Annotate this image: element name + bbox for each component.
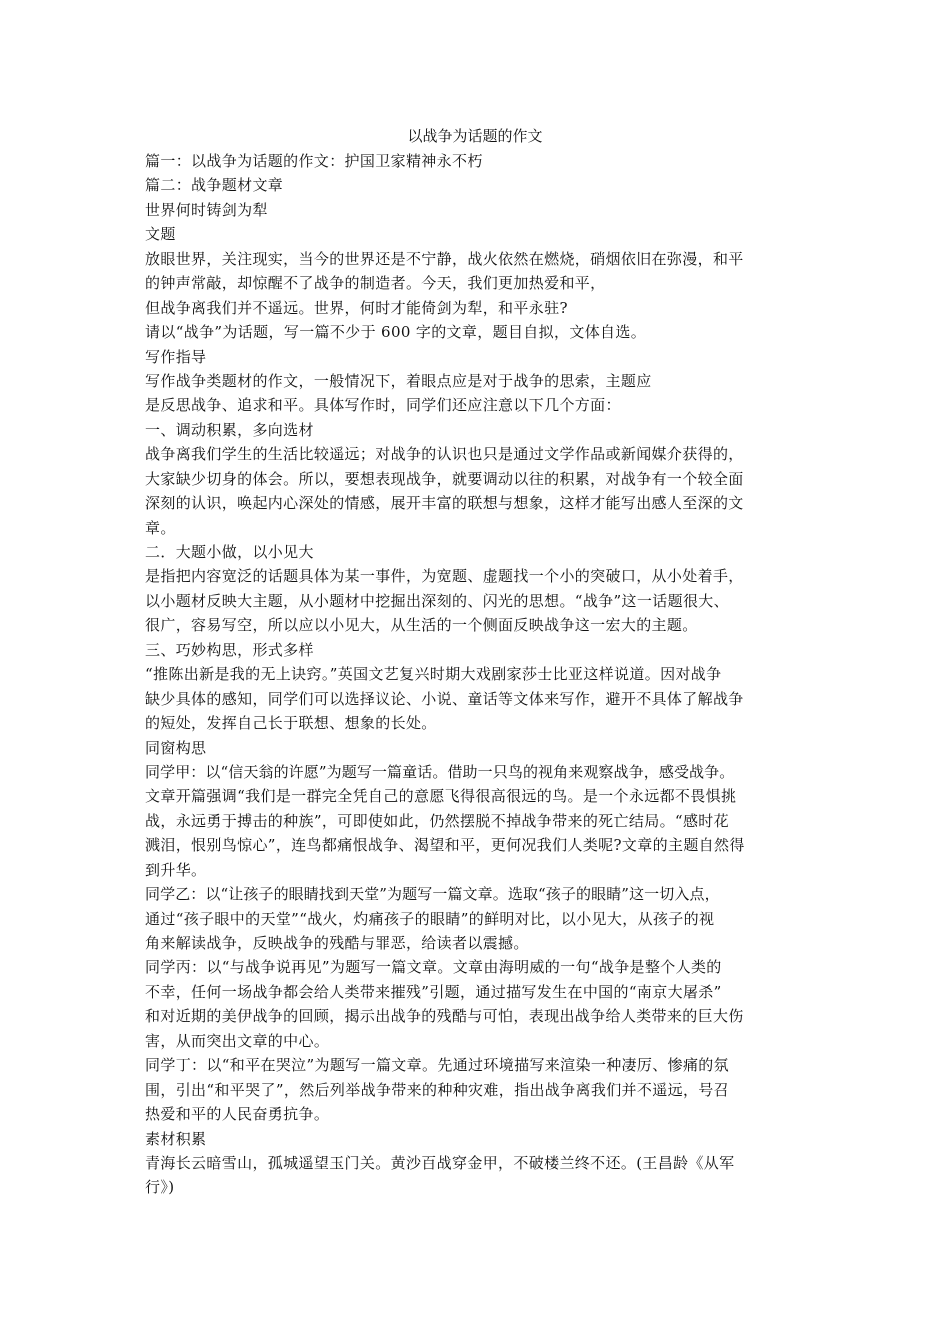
text-line: 青海长云暗雪山，孤城遥望玉门关。黄沙百战穿金甲，不破楼兰终不还。(王昌龄《从军 — [145, 1153, 735, 1172]
text-line: 和对近期的美伊战争的回顾，揭示出战争的残酷与可怕，表现出战争给人类带来的巨大伤 — [145, 1007, 744, 1026]
text-line: 二．大题小做，以小见大 — [145, 543, 314, 561]
text-line: 写作指导 — [145, 347, 207, 366]
text-line: 文章开篇强调“我们是一群完全凭自己的意愿飞得很高很远的鸟。是一个永远都不畏惧挑 — [145, 787, 737, 806]
text-line: 的钟声常敲，却惊醒不了战争的制造者。今天，我们更加热爱和平， — [145, 274, 606, 293]
text-line: 请以“战争”为话题，写一篇不少于 600 字的文章，题目自拟，文体自选。 — [145, 323, 647, 342]
text-line: 角来解读战争，反映战争的残酷与罪恶，给读者以震撼。 — [145, 934, 529, 952]
text-line: 文题 — [145, 225, 176, 244]
text-line: 三、巧妙构思，形式多样 — [145, 640, 314, 659]
text-line: 的短处，发挥自己长于联想、想象的长处。 — [145, 714, 437, 733]
text-line: 同学甲：以“信天翁的许愿”为题写一篇童话。借助一只鸟的视角来观察战争，感受战争。 — [145, 762, 735, 781]
text-line: 世界何时铸剑为犁 — [145, 200, 268, 219]
text-line: 是指把内容宽泛的话题具体为某一事件，为宽题、虚题找一个小的突破口，从小处着手， — [145, 567, 744, 586]
text-line: 一、调动积累，多向选材 — [145, 420, 314, 439]
text-line: 害，从而突出文章的中心。 — [145, 1031, 330, 1050]
text-line: 同学丙：以“与战争说再见”为题写一篇文章。文章由海明威的一句“战争是整个人类的 — [145, 958, 722, 977]
text-line: 放眼世界，关注现实，当今的世界还是不宁静，战火依然在燃烧，硝烟依旧在弥漫，和平 — [145, 249, 744, 268]
text-line: 素材积累 — [145, 1129, 207, 1148]
text-line: 缺少具体的感知，同学们可以选择议论、小说、童话等文体来写作，避开不具体了解战争 — [145, 689, 744, 708]
text-line: 写作战争类题材的作文，一般情况下，着眼点应是对于战争的思索，主题应 — [145, 371, 652, 390]
text-line: 战，永远勇于搏击的种族”，可即使如此，仍然摆脱不掉战争带来的死亡结局。“感时花 — [145, 811, 729, 830]
text-line: 章。 — [145, 518, 176, 537]
text-line: “推陈出新是我的无上诀窍。”英国文艺复兴时期大戏剧家莎士比亚这样说道。因对战争 — [145, 665, 722, 684]
text-line: 同学丁：以“和平在哭泣”为题写一篇文章。先通过环境描写来渲染一种凄厉、惨痛的氛 — [145, 1056, 729, 1075]
text-line: 同学乙：以“让孩子的眼睛找到天堂”为题写一篇文章。选取“孩子的眼睛”这一切入点， — [145, 885, 720, 904]
text-line: 很广，容易写空，所以应以小见大，从生活的一个侧面反映战争这一宏大的主题。 — [145, 616, 698, 635]
text-line: 热爱和平的人民奋勇抗争。 — [145, 1105, 330, 1124]
text-line: 但战争离我们并不遥远。世界，何时才能倚剑为犁，和平永驻? — [145, 298, 568, 317]
text-line: 战争离我们学生的生活比较遥远；对战争的认识也只是通过文学作品或新闻媒介获得的， — [145, 445, 744, 464]
document-title: 以战争为话题的作文 — [407, 127, 543, 145]
text-line: 不幸，任何一场战争都会给人类带来摧残”引题，通过描写发生在中国的“南京大屠杀” — [145, 982, 722, 1001]
text-line: 是反思战争、追求和平。具体写作时，同学们还应注意以下几个方面： — [145, 396, 621, 415]
text-line: 行》) — [145, 1178, 175, 1197]
text-line: 以小题材反映大主题，从小题材中挖掘出深刻的、闪光的思想。“战争”这一话题很大、 — [145, 591, 729, 610]
text-line: 同窗构思 — [145, 738, 207, 757]
text-line: 围，引出“和平哭了”，然后列举战争带来的种种灾难，指出战争离我们并不遥远，号召 — [145, 1080, 729, 1099]
text-line: 大家缺少切身的体会。所以，要想表现战争，就要调动以往的积累，对战争有一个较全面 — [145, 469, 744, 488]
text-line: 深刻的认识，唤起内心深处的情感，展开丰富的联想与想象，这样才能写出感人至深的文 — [145, 494, 744, 513]
text-line: 通过“孩子眼中的天堂”“战火，灼痛孩子的眼睛”的鲜明对比，以小见大，从孩子的视 — [145, 909, 715, 928]
text-line: 篇一：以战争为话题的作文：护国卫家精神永不朽 — [145, 152, 483, 170]
text-line: 溅泪，恨别鸟惊心”，连鸟都痛恨战争、渴望和平，更何况我们人类呢?文章的主题自然得 — [145, 836, 745, 855]
document-body — [145, 149, 810, 1200]
text-line: 到升华。 — [145, 860, 207, 879]
text-line: 篇二：战争题材文章 — [145, 176, 284, 195]
